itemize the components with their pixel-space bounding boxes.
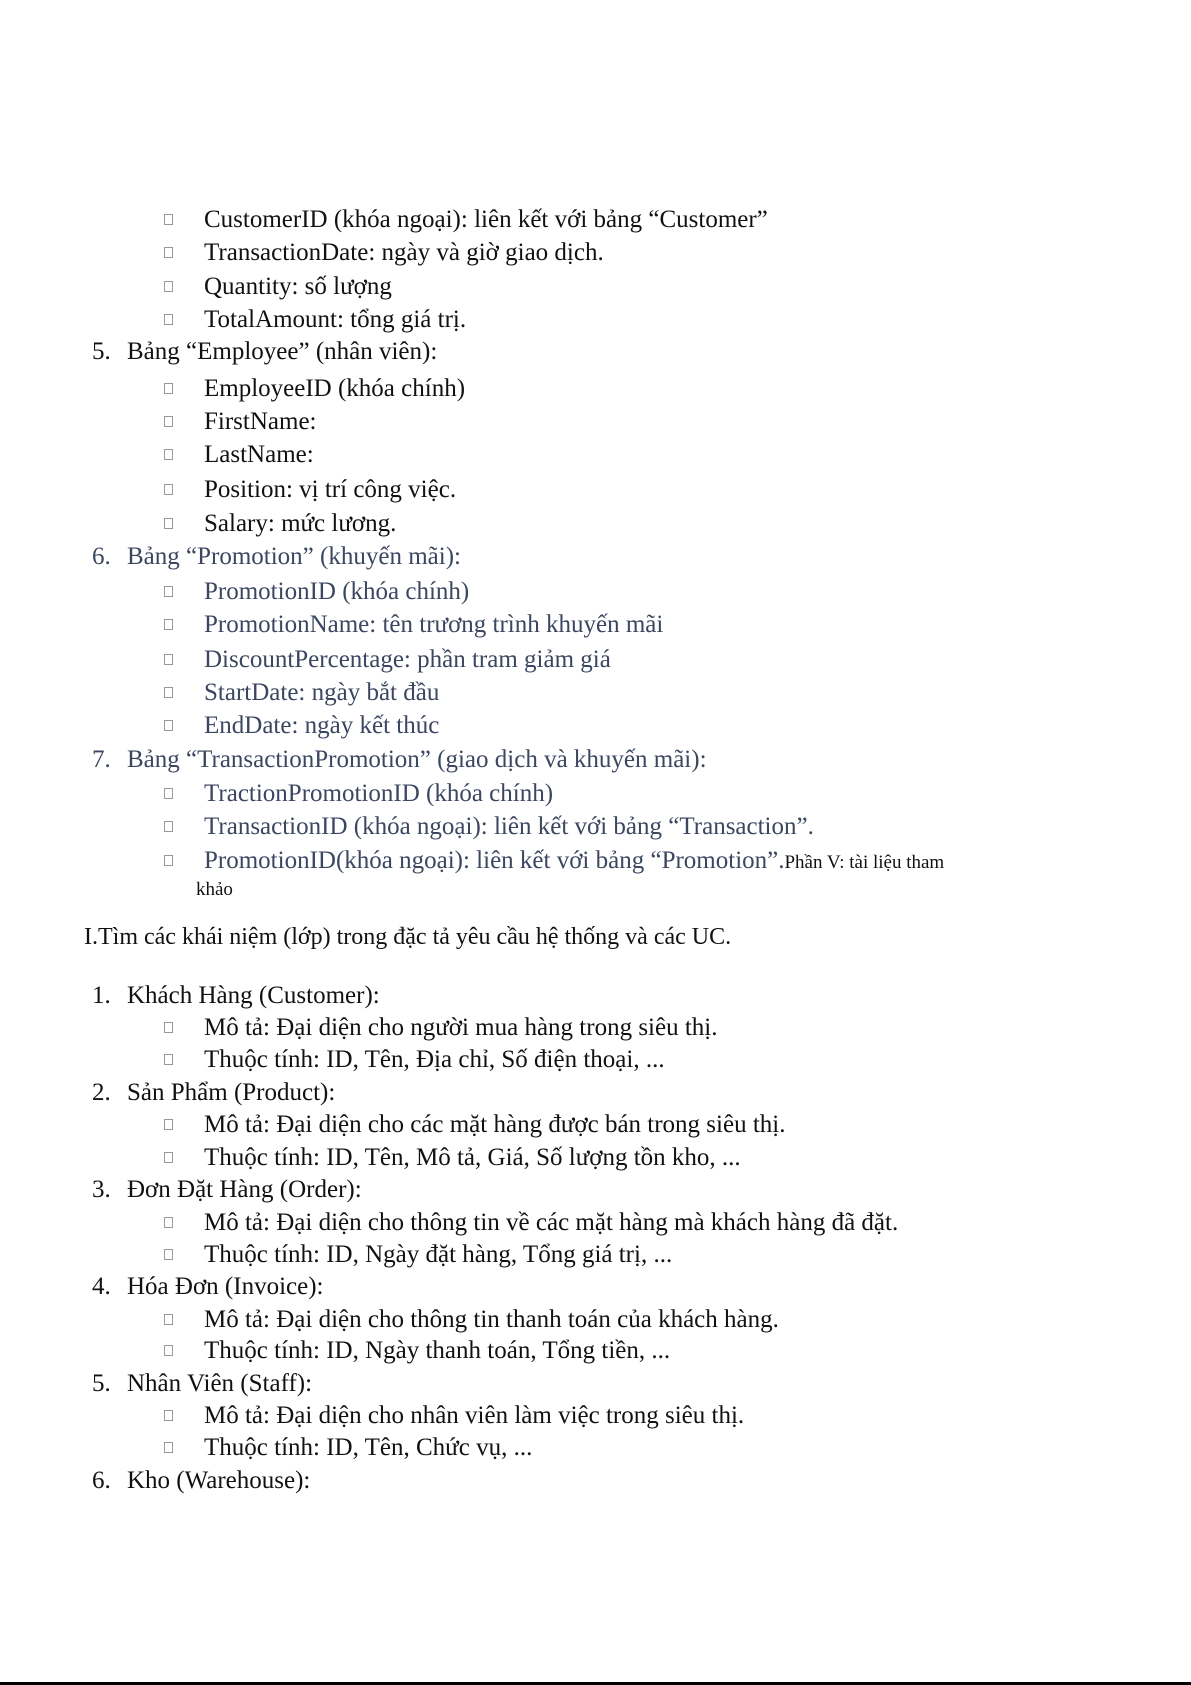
bullet-icon bbox=[164, 484, 173, 495]
list-item-text: LastName: bbox=[204, 441, 314, 468]
bullet-icon bbox=[164, 1119, 173, 1130]
list-item-text: EndDate: ngày kết thúc bbox=[204, 712, 440, 739]
list-item-content bbox=[204, 846, 944, 878]
list-item-text: CustomerID (khóa ngoại): liên kết với bảng “Customer” bbox=[204, 206, 768, 233]
bullet-icon bbox=[164, 518, 173, 529]
bullet-icon bbox=[164, 687, 173, 698]
bullet-icon bbox=[164, 619, 173, 630]
bullet-icon bbox=[164, 416, 173, 427]
bullet-icon bbox=[164, 314, 173, 325]
list-item-text: Mô tả: Đại diện cho các mặt hàng được bán trong siêu thị. bbox=[204, 1111, 786, 1138]
bullet-icon bbox=[164, 855, 173, 866]
item-number: 1. bbox=[92, 982, 111, 1009]
item-number: 2. bbox=[92, 1079, 111, 1106]
item-title: Bảng “Promotion” (khuyến mãi): bbox=[127, 543, 461, 570]
bullet-icon bbox=[164, 720, 173, 731]
list-item-text: PromotionID (khóa chính) bbox=[204, 578, 470, 605]
list-item-text: Salary: mức lương. bbox=[204, 510, 397, 537]
list-item-text: Thuộc tính: ID, Tên, Địa chỉ, Số điện thoại, ... bbox=[204, 1046, 665, 1073]
bullet-icon bbox=[164, 1022, 173, 1033]
list-item-text: StartDate: ngày bắt đầu bbox=[204, 679, 440, 706]
bullet-icon bbox=[164, 1217, 173, 1228]
bullet-icon bbox=[164, 1249, 173, 1260]
list-item-text: Quantity: số lượng bbox=[204, 273, 392, 300]
bullet-icon bbox=[164, 383, 173, 394]
item-number: 5. bbox=[92, 1370, 111, 1397]
list-item-text: Mô tả: Đại diện cho nhân viên làm việc trong siêu thị. bbox=[204, 1402, 745, 1429]
list-item-text: PromotionID(khóa ngoại): liên kết với bảng “Promotion”. bbox=[204, 847, 785, 874]
item-title: Hóa Đơn (Invoice): bbox=[127, 1273, 324, 1300]
item-number: 6. bbox=[92, 543, 111, 570]
list-item-text: TransactionID (khóa ngoại): liên kết với bảng “Transaction”. bbox=[204, 813, 814, 840]
list-item-text: TransactionDate: ngày và giờ giao dịch. bbox=[204, 239, 604, 266]
item-number: 4. bbox=[92, 1273, 111, 1300]
bullet-icon bbox=[164, 1442, 173, 1453]
item-number: 6. bbox=[92, 1467, 111, 1494]
bullet-icon bbox=[164, 1054, 173, 1065]
list-item-text: Mô tả: Đại diện cho thông tin thanh toán của khách hàng. bbox=[204, 1306, 779, 1333]
item-number: 3. bbox=[92, 1176, 111, 1203]
list-item-text: Thuộc tính: ID, Ngày đặt hàng, Tổng giá trị, ... bbox=[204, 1241, 673, 1268]
list-item-text: Position: vị trí công việc. bbox=[204, 476, 457, 503]
list-item-text: Thuộc tính: ID, Ngày thanh toán, Tổng tiền, ... bbox=[204, 1337, 671, 1364]
bullet-icon bbox=[164, 1314, 173, 1325]
item-number: 7. bbox=[92, 746, 111, 773]
continuation-text: khảo bbox=[196, 879, 233, 900]
item-title: Kho (Warehouse): bbox=[127, 1467, 311, 1494]
bullet-icon bbox=[164, 1345, 173, 1356]
bullet-icon bbox=[164, 214, 173, 225]
bullet-icon bbox=[164, 247, 173, 258]
list-item-text: Thuộc tính: ID, Tên, Mô tả, Giá, Số lượng tồn kho, ... bbox=[204, 1144, 741, 1171]
bullet-icon bbox=[164, 449, 173, 460]
list-item-text: DiscountPercentage: phần tram giảm giá bbox=[204, 646, 611, 673]
section-heading: I.Tìm các khái niệm (lớp) trong đặc tả yêu cầu hệ thống và các UC. bbox=[84, 924, 732, 950]
section-heading-fragment: Phần V: tài liệu tham bbox=[784, 852, 945, 873]
list-item-text: TractionPromotionID (khóa chính) bbox=[204, 780, 554, 807]
item-title: Đơn Đặt Hàng (Order): bbox=[127, 1176, 362, 1203]
list-item-text: Mô tả: Đại diện cho thông tin về các mặt hàng mà khách hàng đã đặt. bbox=[204, 1209, 899, 1236]
list-item-text: Mô tả: Đại diện cho người mua hàng trong siêu thị. bbox=[204, 1014, 718, 1041]
list-item-text: EmployeeID (khóa chính) bbox=[204, 375, 466, 402]
bullet-icon bbox=[164, 1410, 173, 1421]
bullet-icon bbox=[164, 654, 173, 665]
bullet-icon bbox=[164, 281, 173, 292]
item-title: Sản Phẩm (Product): bbox=[127, 1079, 336, 1106]
bullet-icon bbox=[164, 821, 173, 832]
list-item-text: TotalAmount: tổng giá trị. bbox=[204, 306, 467, 333]
item-title: Bảng “Employee” (nhân viên): bbox=[127, 338, 438, 365]
item-title: Bảng “TransactionPromotion” (giao dịch và khuyến mãi): bbox=[127, 746, 707, 773]
list-item-text: Thuộc tính: ID, Tên, Chức vụ, ... bbox=[204, 1434, 533, 1461]
item-title: Khách Hàng (Customer): bbox=[127, 982, 380, 1009]
bullet-icon bbox=[164, 586, 173, 597]
bullet-icon bbox=[164, 1152, 173, 1163]
list-item-text: FirstName: bbox=[204, 408, 317, 435]
bullet-icon bbox=[164, 788, 173, 799]
item-title: Nhân Viên (Staff): bbox=[127, 1370, 313, 1397]
list-item-text: PromotionName: tên trương trình khuyến mãi bbox=[204, 611, 664, 638]
item-number: 5. bbox=[92, 338, 111, 365]
